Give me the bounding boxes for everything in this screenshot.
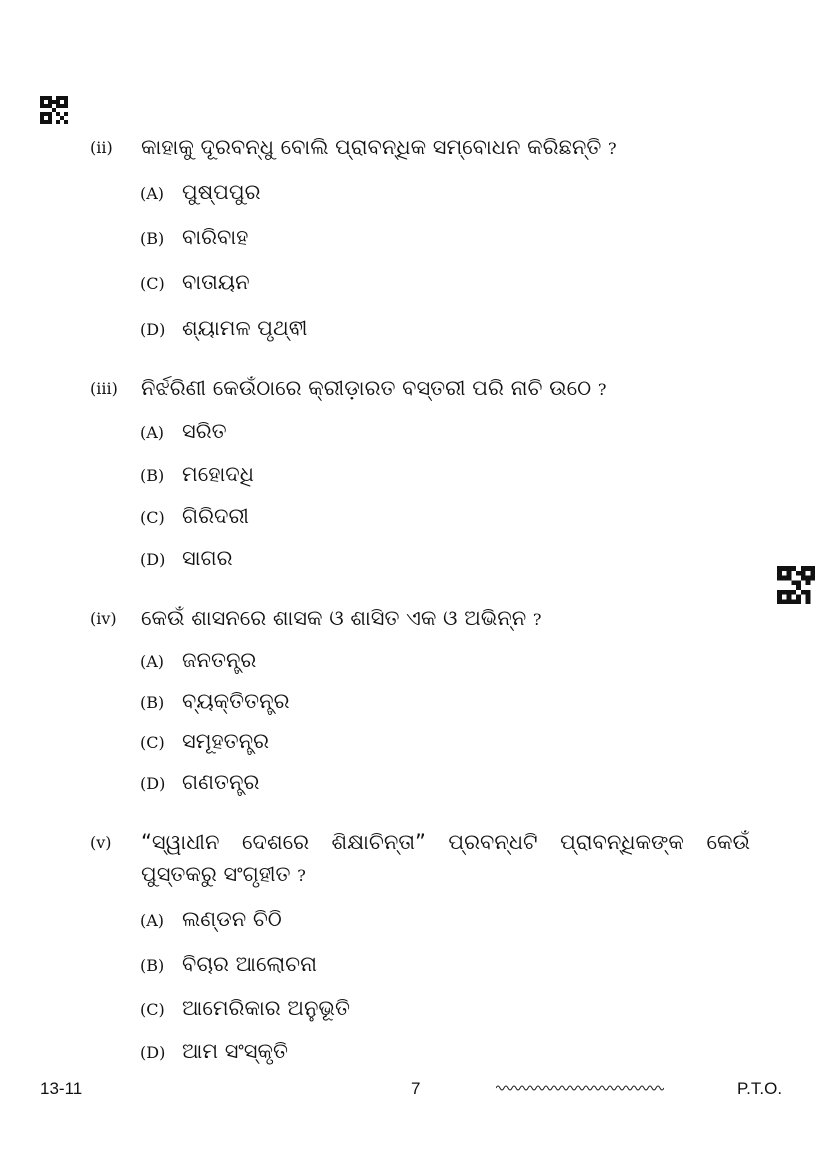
option-v-b xyxy=(140,949,317,981)
option-text: ଗଣତନ୍ତ୍ର xyxy=(182,770,260,794)
option-text: ଗିରିଦରୀ xyxy=(182,504,249,528)
wavy-line-divider xyxy=(496,1083,664,1093)
option-label: (D) xyxy=(140,550,166,569)
option-ii-b xyxy=(140,222,248,254)
option-iv-d xyxy=(140,767,259,799)
option-iv-b xyxy=(140,686,290,718)
option-text: ବାତାୟନ xyxy=(182,270,250,294)
option-ii-a xyxy=(140,177,261,209)
option-label: (D) xyxy=(140,1043,166,1062)
question-number: (v) xyxy=(90,833,112,852)
option-label: (C) xyxy=(140,274,165,293)
question-stem xyxy=(141,602,750,636)
option-v-d xyxy=(140,1036,288,1068)
option-text: ଶ୍ୟାମଳ ପୃଥ୍ଵୀ xyxy=(182,316,308,340)
question-text: “ସ୍ୱାଧୀନ ଦେଶରେ ଶିକ୍ଷାଚିନ୍ତା” ପ୍ରବନ୍ଧଟି ପ୍ରାବନ୍ଧିକଙ୍କ କେଉଁ ପୁସ୍ତକରୁ ସଂଗୃହୀତ xyxy=(141,830,750,886)
question-mark: ? xyxy=(532,610,542,629)
option-v-c xyxy=(140,993,350,1025)
paper-code: 13-11 xyxy=(40,1079,83,1098)
option-label: (A) xyxy=(140,184,165,203)
question-number: (iv) xyxy=(90,609,117,628)
option-text: ପୁଷ୍ପପୁର xyxy=(182,180,261,204)
question-ii xyxy=(90,131,750,165)
option-label: (B) xyxy=(140,956,165,975)
option-text: ବ୍ୟକ୍ତିତନ୍ତ୍ର xyxy=(182,689,290,713)
option-text: ବାରିବାହ xyxy=(182,225,249,249)
question-text: କାହାକୁ ଦୂରବନ୍ଧୁ ବୋଲି ପ୍ରାବନ୍ଧିକ ସମ୍ବୋଧନ କରିଛନ୍ତି xyxy=(141,135,602,159)
question-mark: ? xyxy=(597,380,607,399)
option-label: (A) xyxy=(140,423,165,442)
option-iii-d xyxy=(140,543,233,575)
question-mark: ? xyxy=(297,866,306,885)
option-label: (C) xyxy=(140,733,165,752)
option-text: ଆମ ସଂସ୍କୃତି xyxy=(182,1039,288,1063)
option-iv-a xyxy=(140,645,256,677)
option-ii-d xyxy=(140,313,307,345)
question-stem xyxy=(141,372,750,406)
question-text: କେଉଁ ଶାସନରେ ଶାସକ ଓ ଶାସିତ ଏକ ଓ ଅଭିନ୍ନ xyxy=(141,606,527,630)
option-ii-c xyxy=(140,267,250,299)
option-text: ବିଚାର ଆଲୋଚନା xyxy=(182,952,317,976)
option-label: (B) xyxy=(140,466,165,485)
option-label: (C) xyxy=(140,508,165,527)
option-text: ସାଗର xyxy=(182,546,233,570)
option-label: (A) xyxy=(140,911,165,930)
option-iv-c xyxy=(140,726,269,758)
option-label: (B) xyxy=(140,229,165,248)
option-label: (D) xyxy=(140,774,166,793)
pto-label: P.T.O. xyxy=(737,1079,783,1098)
option-text: ମହୋଦଧି xyxy=(182,462,254,486)
option-text: ଆମେରିକାର ଅନୁଭୂତି xyxy=(182,996,350,1020)
qr-code-top-left xyxy=(40,96,68,124)
question-iv xyxy=(90,602,750,636)
page-number: 7 xyxy=(411,1079,421,1098)
option-label: (B) xyxy=(140,693,165,712)
question-stem xyxy=(141,826,750,892)
option-label: (C) xyxy=(140,1000,165,1019)
option-text: ଜନତନ୍ତ୍ର xyxy=(182,648,257,672)
option-label: (A) xyxy=(140,652,165,671)
option-text: ସରିତ xyxy=(182,419,227,443)
option-v-a xyxy=(140,904,282,936)
option-iii-a xyxy=(140,416,227,448)
option-text: ସମୂହତନ୍ତ୍ର xyxy=(182,729,270,753)
question-stem xyxy=(141,131,750,165)
qr-code-right xyxy=(776,566,816,604)
option-iii-b xyxy=(140,459,254,491)
option-iii-c xyxy=(140,501,249,533)
question-mark: ? xyxy=(608,139,617,158)
option-label: (D) xyxy=(140,320,166,339)
question-iii xyxy=(90,372,750,406)
question-text: ନିର୍ଝରିଣୀ କେଉଁଠାରେ କ୍ରୀଡ଼ାରତ ବସ୍ତରୀ ପରି ନାଚି ଉଠେ xyxy=(141,376,592,400)
question-v xyxy=(90,826,750,892)
question-number: (iii) xyxy=(90,379,118,398)
option-text: ଲଣ୍ଡନ ଚିଠି xyxy=(182,907,282,931)
question-number: (ii) xyxy=(90,138,113,157)
